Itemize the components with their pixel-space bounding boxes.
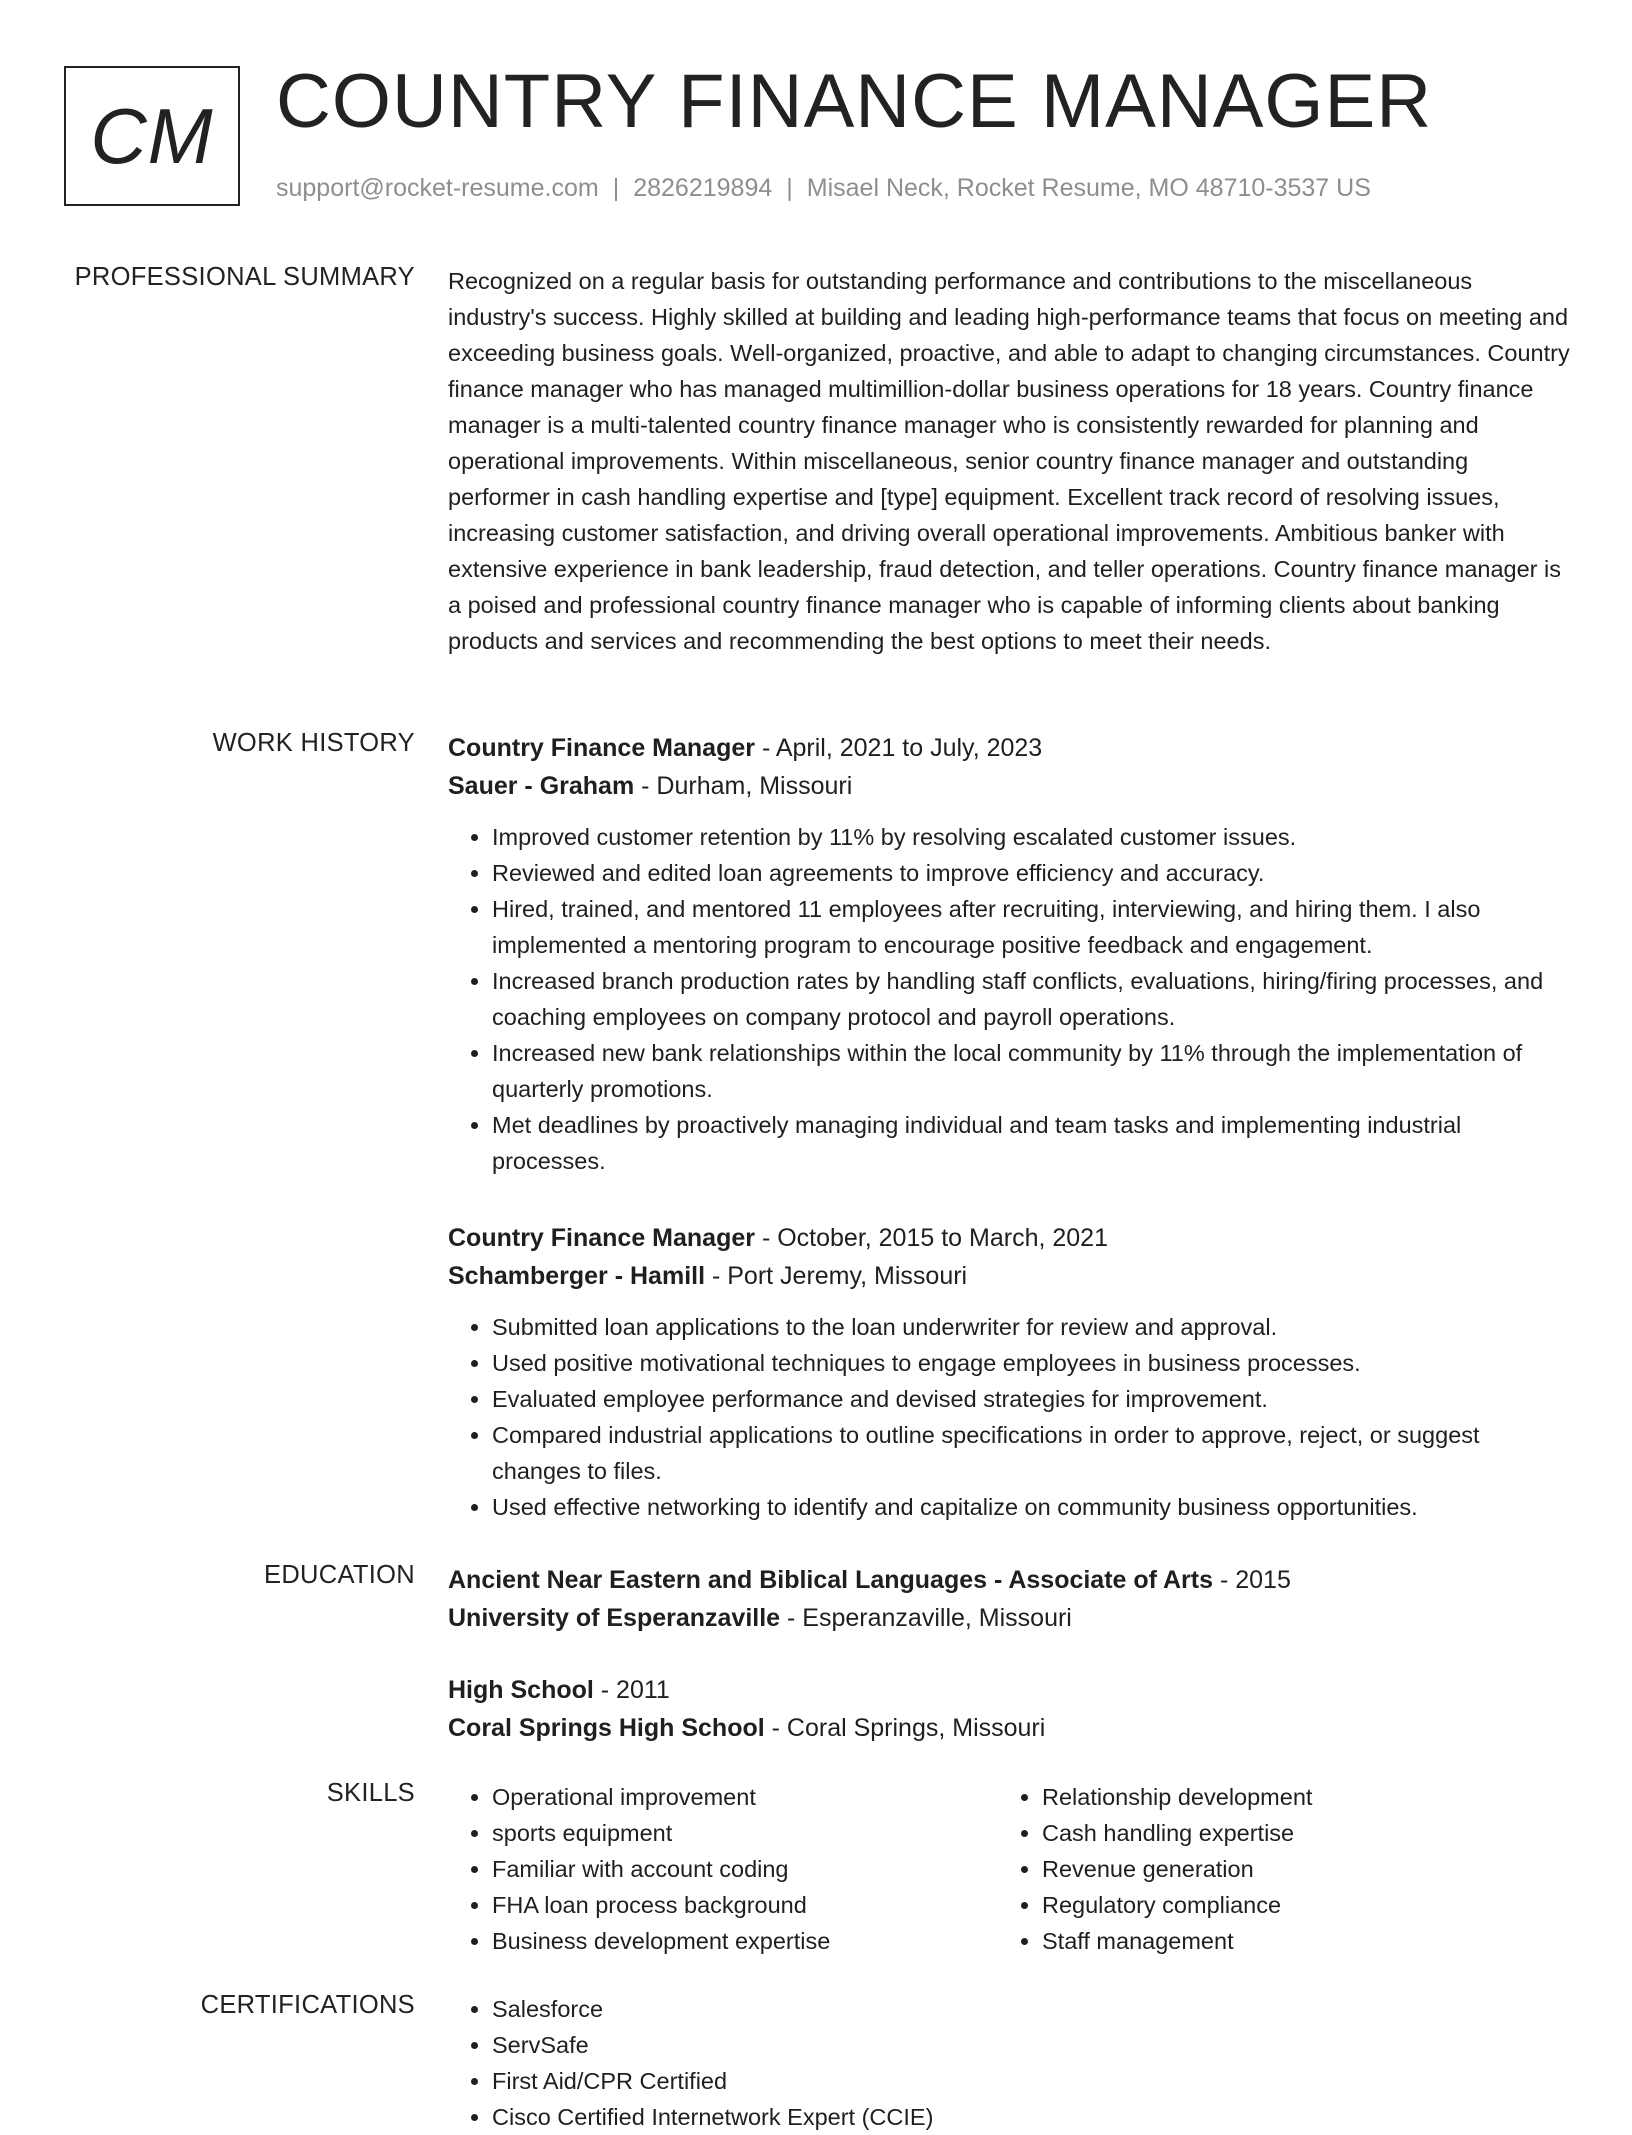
page-title: COUNTRY FINANCE MANAGER [276,59,1433,144]
job-title-line [448,729,1573,767]
separator: | [786,174,793,202]
list-item: • Salesforce [492,1991,1573,2027]
list-item: • Hired, trained, and mentored 11 employees after recruiting, interviewing, and hiring them. I also implemented a mentoring program to encourage positive feedback and engagement. [492,891,1573,963]
school: Coral Springs High School [448,1714,765,1742]
job-company-line [448,767,1573,805]
school-location: - Coral Springs, Missouri [764,1714,1046,1742]
list-item: • Increased branch production rates by handling staff conflicts, evaluations, hiring/firing processes, and coaching employees on company protocol and payroll operations. [492,963,1573,1035]
list-item: • Cash handling expertise [1042,1815,1548,1851]
list-item: • Revenue generation [1042,1851,1548,1887]
list-item: • Regulatory compliance [1042,1887,1548,1923]
phone[interactable]: 2826219894 [633,174,773,202]
school-line [448,1599,1573,1637]
degree: Ancient Near Eastern and Biblical Languages - Associate of Arts [448,1566,1214,1594]
job-entry [448,1219,1573,1525]
education-entry [448,1671,1573,1747]
list-item: • Business development expertise [492,1923,998,1959]
school-location: - Esperanzaville, Missouri [780,1604,1072,1632]
list-item: • Used effective networking to identify and capitalize on community business opportunities. [492,1489,1573,1525]
list-item: • Cisco Certified Internetwork Expert (CCIE) [492,2099,1573,2135]
contact-line [276,174,1371,203]
certifications-list [448,1991,1573,2135]
job-company-line [448,1257,1573,1295]
job-bullets [448,819,1573,1179]
list-item: • First Aid/CPR Certified [492,2063,1573,2099]
job-dates: - October, 2015 to March, 2021 [755,1224,1108,1252]
section-label: WORK HISTORY [212,729,415,757]
job-location: - Durham, Missouri [634,772,853,800]
list-item: • Operational improvement [492,1779,998,1815]
job-title: Country Finance Manager [448,734,755,762]
monogram: CM [64,66,240,206]
job-entry [448,729,1573,1179]
job-title: Country Finance Manager [448,1224,755,1252]
list-item: • Evaluated employee performance and devised strategies for improvement. [492,1381,1573,1417]
year: - 2015 [1213,1566,1291,1594]
list-item: • Staff management [1042,1923,1548,1959]
list-item: • FHA loan process background [492,1887,998,1923]
job-company: Schamberger - Hamill [448,1262,706,1290]
skills-list-right [998,1779,1548,1959]
year: - 2011 [593,1676,670,1704]
section-label: SKILLS [326,1779,415,1807]
email[interactable]: support@rocket-resume.com [276,174,599,202]
school: University of Esperanzaville [448,1604,781,1632]
list-item: • Increased new bank relationships within the local community by 11% through the implementation of quarterly promotions. [492,1035,1573,1107]
list-item: • Compared industrial applications to outline specifications in order to approve, reject, or suggest changes to files. [492,1417,1573,1489]
list-item: • Used positive motivational techniques to engage employees in business processes. [492,1345,1573,1381]
skills-list-left [448,1779,998,1959]
degree: High School [448,1676,594,1704]
job-bullets [448,1309,1573,1525]
degree-line [448,1561,1573,1599]
job-title-line [448,1219,1573,1257]
job-dates: - April, 2021 to July, 2023 [755,734,1043,762]
education-entry [448,1561,1573,1637]
job-company: Sauer - Graham [448,772,635,800]
list-item: • ServSafe [492,2027,1573,2063]
section-label: EDUCATION [264,1561,415,1589]
school-line [448,1709,1573,1747]
list-item: • Improved customer retention by 11% by resolving escalated customer issues. [492,819,1573,855]
list-item: • Relationship development [1042,1779,1548,1815]
list-item: • sports equipment [492,1815,998,1851]
list-item: • Submitted loan applications to the loan underwriter for review and approval. [492,1309,1573,1345]
list-item: • Reviewed and edited loan agreements to improve efficiency and accuracy. [492,855,1573,891]
list-item: • Met deadlines by proactively managing individual and team tasks and implementing industrial processes. [492,1107,1573,1179]
section-label: CERTIFICATIONS [200,1991,415,2019]
summary-text: Recognized on a regular basis for outstanding performance and contributions to the miscellaneous industry's success. Highly skilled at building and leading high-performance teams that focus on meeting and exceeding business goals. Well-organized, proactive, and able to adapt to changing circumstances. Country finance manager who has managed multimillion-dollar business operations for 18 years. Country finance manager is a multi-talented country finance manager who is consistently rewarded for planning and operational improvements. Within miscellaneous, senior country finance manager and outstanding performer in cash handling expertise and [type] equipment. Excellent track record of resolving issues, increasing customer satisfaction, and driving overall operational improvements. Ambitious banker with extensive experience in bank leadership, fraud detection, and teller operations. Country finance manager is a poised and professional country finance manager who is capable of informing clients about banking products and services and recommending the best options to meet their needs. [448,268,1570,654]
section-label: PROFESSIONAL SUMMARY [74,263,415,291]
job-location: - Port Jeremy, Missouri [705,1262,968,1290]
separator: | [612,174,620,202]
degree-line [448,1671,1573,1709]
list-item: • Familiar with account coding [492,1851,998,1887]
address: Misael Neck, Rocket Resume, MO 48710-3537 US [806,174,1371,202]
